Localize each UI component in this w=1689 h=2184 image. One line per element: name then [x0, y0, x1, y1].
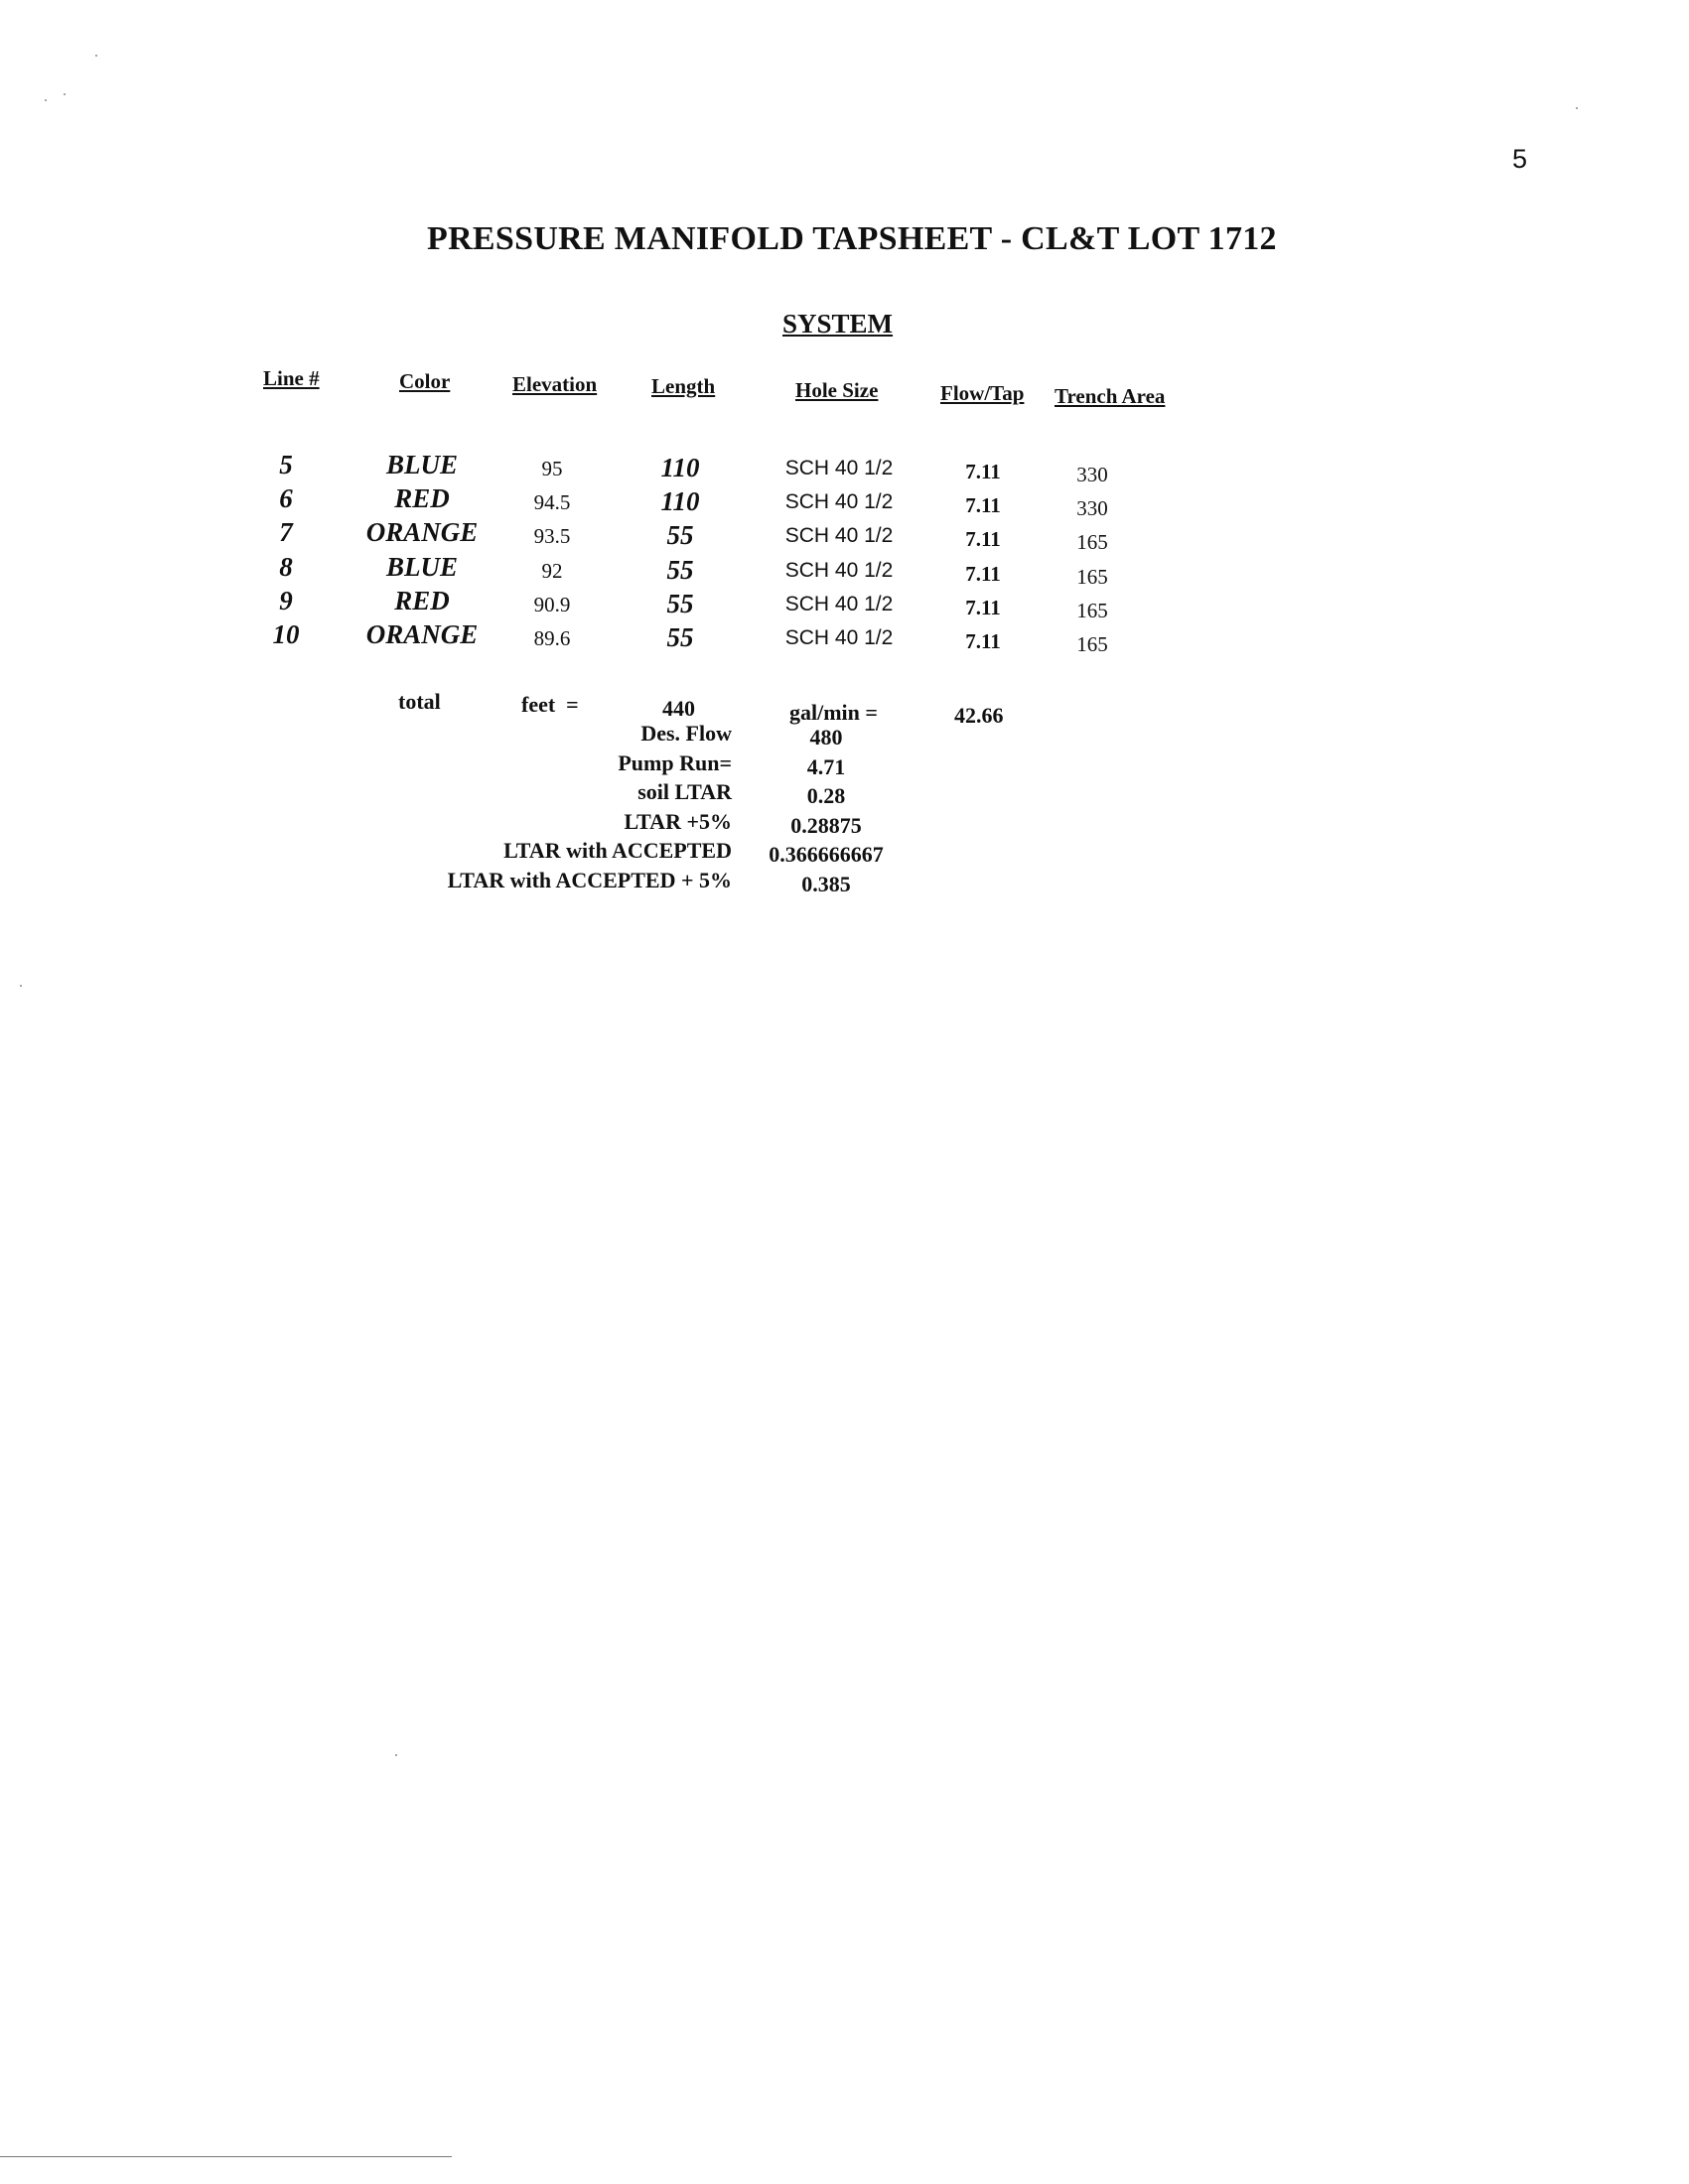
cell-flow-tap: 7.11: [965, 493, 1001, 518]
cell-trench-area: 165: [1076, 564, 1108, 589]
summary-value: 4.71: [806, 753, 846, 779]
cell-flow-tap: 7.11: [965, 595, 1001, 619]
cell-color: BLUE: [385, 450, 458, 479]
cell-hole-size: SCH 40 1/2: [784, 626, 894, 649]
summary-label: LTAR with ACCEPTED + 5%: [447, 867, 732, 892]
cell-flow-tap: 7.11: [965, 561, 1001, 586]
cell-color: BLUE: [385, 551, 458, 582]
scan-speck: [395, 1754, 397, 1756]
summary-value: 0.28: [806, 783, 846, 808]
cell-hole-size: SCH 40 1/2: [784, 490, 894, 514]
summary-value: 0.366666667: [769, 842, 884, 867]
scan-speck: [45, 99, 47, 101]
scan-speck: [20, 985, 22, 987]
summary-label: LTAR +5%: [624, 808, 732, 834]
cell-elevation: 92: [541, 558, 563, 583]
cell-trench-area: 165: [1076, 598, 1108, 622]
cell-length: 55: [666, 554, 694, 585]
scan-edge-line: [0, 2156, 452, 2157]
summary-value: 0.385: [801, 871, 851, 896]
cell-hole-size: SCH 40 1/2: [784, 558, 894, 582]
summary-label: Pump Run=: [618, 750, 732, 775]
total-label: total: [398, 689, 441, 714]
cell-length: 110: [660, 486, 700, 517]
cell-trench-area: 330: [1076, 463, 1108, 486]
cell-color: ORANGE: [365, 619, 479, 649]
cell-elevation: 93.5: [533, 524, 571, 549]
cell-length: 55: [666, 520, 694, 551]
cell-trench-area: 165: [1076, 632, 1108, 656]
page-number: 5: [1512, 144, 1528, 174]
cell-length: 55: [666, 588, 694, 618]
cell-color: RED: [394, 585, 450, 615]
summary-label: soil LTAR: [637, 779, 732, 804]
section-label: SYSTEM: [782, 309, 894, 339]
cell-hole-size: SCH 40 1/2: [784, 592, 894, 615]
header-flow-tap: Flow/Tap: [940, 381, 1025, 405]
cell-line: 8: [279, 551, 293, 582]
header-trench-area: Trench Area: [1055, 384, 1166, 408]
header-length: Length: [651, 374, 716, 398]
scan-speck: [64, 93, 66, 95]
cell-line: 6: [279, 483, 293, 514]
header-hole-size: Hole Size: [795, 378, 879, 402]
feet-label: feet =: [521, 692, 579, 717]
cell-hole-size: SCH 40 1/2: [784, 524, 894, 548]
summary-label: Des. Flow: [640, 721, 732, 746]
cell-flow-tap: 7.11: [965, 527, 1001, 552]
header-elevation: Elevation: [512, 372, 598, 396]
cell-line: 10: [272, 619, 300, 649]
cell-flow-tap: 7.11: [965, 460, 1001, 483]
header-line: Line #: [263, 366, 320, 390]
cell-line: 5: [279, 450, 293, 479]
summary-label: LTAR with ACCEPTED: [503, 838, 732, 863]
galmin-value: 42.66: [954, 703, 1004, 728]
scan-speck: [1576, 107, 1578, 109]
cell-length: 55: [666, 622, 694, 652]
cell-line: 9: [279, 585, 293, 615]
cell-color: RED: [394, 483, 450, 514]
cell-length: 110: [660, 453, 700, 482]
summary-value: 480: [809, 725, 843, 750]
cell-elevation: 89.6: [533, 626, 571, 650]
cell-trench-area: 165: [1076, 530, 1108, 555]
page-title: PRESSURE MANIFOLD TAPSHEET - CL&T LOT 1712: [427, 220, 1277, 257]
cell-elevation: 95: [541, 457, 563, 480]
cell-color: ORANGE: [365, 517, 479, 548]
cell-elevation: 90.9: [533, 592, 571, 616]
cell-trench-area: 330: [1076, 496, 1108, 521]
galmin-label: gal/min =: [789, 700, 878, 725]
summary-value: 0.28875: [790, 812, 862, 838]
scan-speck: [95, 55, 97, 57]
cell-flow-tap: 7.11: [965, 629, 1001, 653]
cell-line: 7: [279, 517, 293, 548]
cell-elevation: 94.5: [533, 490, 571, 515]
feet-value: 440: [662, 696, 695, 721]
cell-hole-size: SCH 40 1/2: [784, 457, 894, 479]
header-color: Color: [399, 369, 451, 393]
